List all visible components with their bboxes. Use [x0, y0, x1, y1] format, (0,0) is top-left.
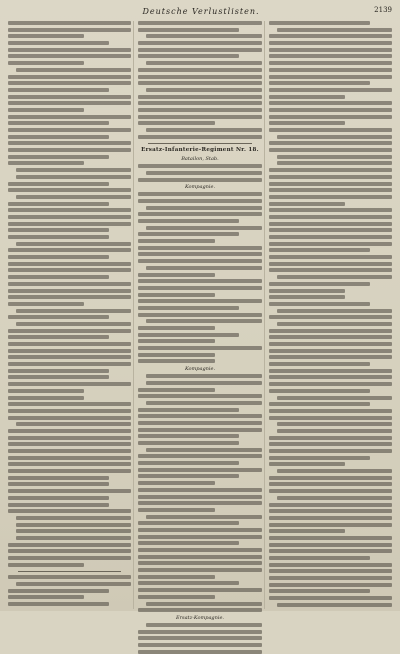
text-line: [146, 381, 261, 385]
text-line: [138, 595, 214, 599]
text-line: [269, 41, 392, 45]
text-line: [8, 141, 131, 145]
text-line: [138, 548, 261, 552]
text-line: [269, 516, 392, 520]
text-line: [269, 569, 392, 573]
text-line: [8, 128, 131, 132]
text-line: [138, 630, 261, 634]
text-line: [138, 286, 261, 290]
text-line: [269, 329, 392, 333]
text-line: [277, 135, 392, 139]
text-line: [8, 248, 131, 252]
text-line: [138, 508, 214, 512]
text-line: [8, 456, 131, 460]
text-line: [16, 175, 131, 179]
text-line: [16, 168, 131, 172]
text-line: [8, 262, 131, 266]
text-line: [269, 242, 392, 246]
text-line: [138, 575, 214, 579]
text-line: [269, 202, 345, 206]
text-line: [8, 563, 84, 567]
text-line: [269, 362, 370, 366]
section-divider: [148, 143, 251, 144]
text-line: [269, 482, 392, 486]
text-line: [16, 516, 131, 520]
text-line: [16, 309, 131, 313]
text-line: [269, 556, 370, 560]
text-line: [138, 115, 261, 119]
text-line: [269, 536, 392, 540]
text-line: [269, 442, 392, 446]
text-line: [16, 529, 131, 533]
text-line: [138, 359, 214, 363]
text-line: [8, 476, 109, 480]
text-line: [269, 141, 392, 145]
text-line: [8, 315, 109, 319]
text-line: [8, 409, 131, 413]
text-line: [269, 375, 392, 379]
text-line: [138, 408, 239, 412]
text-line: [16, 68, 131, 72]
text-line: [269, 489, 392, 493]
text-line: [269, 115, 392, 119]
text-line: [8, 182, 109, 186]
text-line: [8, 469, 131, 473]
text-line: [8, 429, 131, 433]
text-line: [269, 282, 370, 286]
text-line: [138, 428, 261, 432]
text-line: [269, 576, 392, 580]
text-line: [269, 121, 345, 125]
text-line: [269, 195, 392, 199]
text-line: [8, 81, 131, 85]
column-middle: [138, 21, 264, 621]
text-line: [138, 441, 239, 445]
text-line: [146, 88, 261, 92]
text-line: [138, 434, 239, 438]
text-line: [8, 61, 84, 65]
text-line: [138, 643, 261, 647]
text-line: [277, 469, 392, 473]
text-line: [8, 48, 131, 52]
section-subheading: Batailon, Stab.: [181, 156, 219, 163]
text-line: [269, 456, 370, 460]
text-line: [146, 319, 261, 323]
text-line: [8, 396, 84, 400]
text-line: [138, 252, 261, 256]
text-line: [8, 382, 131, 386]
text-line: [138, 608, 261, 612]
text-line: [8, 595, 84, 599]
text-line: [138, 81, 261, 85]
text-line: [138, 541, 239, 545]
text-line: [277, 496, 392, 500]
text-line: [269, 589, 370, 593]
text-line: [269, 349, 392, 353]
text-line: [146, 61, 261, 65]
text-line: [138, 259, 261, 263]
text-line: [269, 148, 392, 152]
text-line: [277, 275, 392, 279]
text-line: [269, 54, 392, 58]
text-line: [8, 268, 131, 272]
text-line: [138, 164, 261, 168]
text-line: [8, 54, 131, 58]
text-line: [8, 362, 131, 366]
text-line: [138, 394, 261, 398]
text-line: [269, 523, 392, 527]
text-line: [138, 75, 261, 79]
text-line: [138, 474, 239, 478]
text-line: [8, 549, 131, 553]
text-line: [146, 623, 261, 627]
text-line: [138, 454, 261, 458]
text-line: [8, 275, 109, 279]
text-line: [277, 603, 392, 607]
text-line: [277, 309, 392, 313]
text-line: [269, 476, 392, 480]
text-line: [8, 28, 131, 32]
text-line: [138, 481, 214, 485]
text-line: [8, 121, 109, 125]
section-divider: [18, 571, 121, 572]
text-line: [8, 188, 131, 192]
text-line: [146, 448, 261, 452]
column-right: [269, 21, 394, 609]
text-line: [8, 202, 109, 206]
text-line: [8, 41, 109, 45]
text-line: [138, 95, 261, 99]
text-line: [8, 589, 109, 593]
text-line: [16, 523, 131, 527]
page-header: [8, 4, 394, 18]
text-line: [8, 155, 109, 159]
text-line: [146, 515, 261, 519]
text-line: [269, 355, 392, 359]
text-line: [138, 41, 261, 45]
text-line: [8, 215, 131, 219]
text-line: [8, 575, 131, 579]
text-line: [269, 382, 392, 386]
text-line: [277, 422, 392, 426]
text-line: [138, 353, 214, 357]
text-line: [138, 421, 261, 425]
text-line: [138, 346, 261, 350]
text-line: [138, 461, 239, 465]
text-line: [269, 369, 392, 373]
text-line: [269, 402, 370, 406]
text-line: [8, 235, 109, 239]
section-subheading: Ersatz-Kompagnie.: [175, 614, 224, 621]
text-line: [8, 115, 131, 119]
text-line: [8, 462, 131, 466]
text-line: [138, 495, 261, 499]
text-line: [269, 416, 392, 420]
text-line: [138, 101, 261, 105]
text-line: [269, 596, 392, 600]
text-line: [269, 543, 392, 547]
text-line: [8, 255, 109, 259]
text-line: [8, 101, 131, 105]
text-line: [269, 289, 345, 293]
section-heading: Ersatz-Infanterie-Regiment Nr. 18.: [141, 147, 259, 154]
text-line: [269, 503, 392, 507]
text-line: [138, 521, 239, 525]
page-number: 2139: [374, 6, 392, 14]
text-line: [8, 148, 131, 152]
text-line: [138, 468, 261, 472]
text-line: [269, 549, 392, 553]
text-line: [269, 262, 392, 266]
text-line: [269, 342, 392, 346]
text-line: [269, 101, 392, 105]
text-line: [138, 219, 239, 223]
text-line: [146, 128, 261, 132]
text-line: [277, 429, 392, 433]
text-line: [269, 389, 370, 393]
column-left: [8, 21, 134, 609]
text-line: [269, 95, 345, 99]
text-line: [138, 555, 261, 559]
text-line: [146, 206, 261, 210]
text-line: [138, 135, 261, 139]
text-line: [8, 496, 109, 500]
text-line: [138, 414, 261, 418]
text-line: [8, 95, 131, 99]
text-line: [269, 208, 392, 212]
text-line: [138, 488, 261, 492]
text-line: [269, 81, 370, 85]
text-line: [269, 302, 370, 306]
text-line: [138, 339, 214, 343]
text-line: [138, 246, 261, 250]
text-line: [8, 289, 131, 293]
text-line: [138, 28, 239, 32]
text-line: [8, 442, 131, 446]
text-line: [138, 48, 261, 52]
text-line: [269, 168, 392, 172]
text-line: [8, 75, 131, 79]
text-line: [138, 212, 261, 216]
text-line: [269, 222, 392, 226]
text-line: [269, 268, 392, 272]
text-line: [8, 355, 131, 359]
text-line: [138, 299, 261, 303]
text-line: [269, 108, 392, 112]
text-line: [269, 255, 392, 259]
text-line: [269, 75, 392, 79]
text-line: [146, 171, 261, 175]
text-line: [8, 543, 131, 547]
text-line: [269, 88, 392, 92]
text-line: [138, 535, 261, 539]
text-line: [269, 449, 392, 453]
text-line: [138, 21, 261, 25]
text-line: [138, 232, 239, 236]
text-line: [8, 416, 131, 420]
running-title: Deutsche Verlustlisten.: [142, 6, 260, 16]
text-line: [16, 322, 131, 326]
text-line: [269, 436, 392, 440]
text-line: [269, 235, 392, 239]
text-line: [146, 226, 261, 230]
text-line: [8, 349, 131, 353]
text-line: [138, 388, 214, 392]
text-line: [138, 528, 261, 532]
text-line: [269, 462, 345, 466]
text-line: [8, 108, 84, 112]
text-line: [8, 482, 109, 486]
text-line: [138, 581, 239, 585]
text-line: [8, 34, 84, 38]
text-line: [8, 228, 109, 232]
text-line: [8, 389, 84, 393]
text-line: [138, 326, 214, 330]
text-line: [8, 88, 109, 92]
text-line: [16, 422, 131, 426]
text-line: [138, 54, 239, 58]
text-line: [269, 529, 345, 533]
text-line: [8, 436, 131, 440]
text-line: [269, 248, 370, 252]
text-line: [269, 295, 345, 299]
text-line: [277, 155, 392, 159]
text-line: [146, 401, 261, 405]
text-line: [269, 34, 392, 38]
text-line: [8, 556, 131, 560]
text-line: [8, 208, 131, 212]
text-line: [138, 561, 261, 565]
text-line: [8, 503, 109, 507]
text-line: [277, 161, 392, 165]
text-line: [269, 188, 392, 192]
text-line: [8, 282, 131, 286]
text-line: [8, 509, 131, 513]
text-line: [16, 536, 131, 540]
text-line: [16, 195, 131, 199]
text-line: [269, 563, 392, 567]
text-line: [138, 199, 261, 203]
text-line: [138, 568, 261, 572]
text-line: [138, 588, 261, 592]
text-line: [16, 582, 131, 586]
text-line: [277, 28, 392, 32]
text-line: [8, 369, 109, 373]
text-line: [8, 375, 109, 379]
text-line: [138, 306, 239, 310]
text-line: [277, 322, 392, 326]
text-line: [269, 315, 392, 319]
text-line: [8, 161, 84, 165]
text-line: [8, 449, 131, 453]
text-line: [138, 293, 214, 297]
text-line: [269, 583, 392, 587]
text-line: [269, 335, 392, 339]
text-line: [138, 636, 261, 640]
text-line: [138, 192, 261, 196]
section-subheading: Kompagnie.: [184, 184, 216, 191]
text-line: [138, 273, 214, 277]
text-line: [146, 34, 261, 38]
text-line: [16, 242, 131, 246]
text-line: [8, 302, 84, 306]
text-line: [8, 329, 131, 333]
text-line: [138, 108, 261, 112]
text-line: [269, 48, 392, 52]
text-line: [8, 295, 131, 299]
text-line: [138, 333, 239, 337]
text-line: [269, 228, 392, 232]
text-line: [138, 68, 261, 72]
text-line: [138, 121, 214, 125]
text-line: [8, 602, 109, 606]
text-line: [269, 509, 392, 513]
text-line: [269, 182, 392, 186]
text-columns: [8, 21, 394, 621]
text-line: [8, 222, 131, 226]
text-line: [277, 396, 392, 400]
text-line: [138, 279, 261, 283]
text-line: [146, 602, 261, 606]
text-line: [8, 135, 109, 139]
text-line: [8, 402, 131, 406]
text-line: [138, 501, 261, 505]
text-line: [138, 178, 261, 182]
text-line: [138, 313, 261, 317]
text-line: [269, 128, 392, 132]
text-line: [269, 68, 392, 72]
section-subheading: Kompagnie.: [184, 366, 216, 373]
text-line: [269, 61, 392, 65]
text-line: [8, 489, 131, 493]
text-line: [146, 374, 261, 378]
text-line: [138, 239, 214, 243]
text-line: [269, 175, 392, 179]
text-line: [269, 215, 392, 219]
text-line: [8, 21, 131, 25]
text-line: [269, 21, 370, 25]
text-line: [146, 266, 261, 270]
text-line: [138, 650, 261, 654]
text-line: [8, 335, 109, 339]
text-line: [8, 342, 131, 346]
text-line: [269, 409, 392, 413]
